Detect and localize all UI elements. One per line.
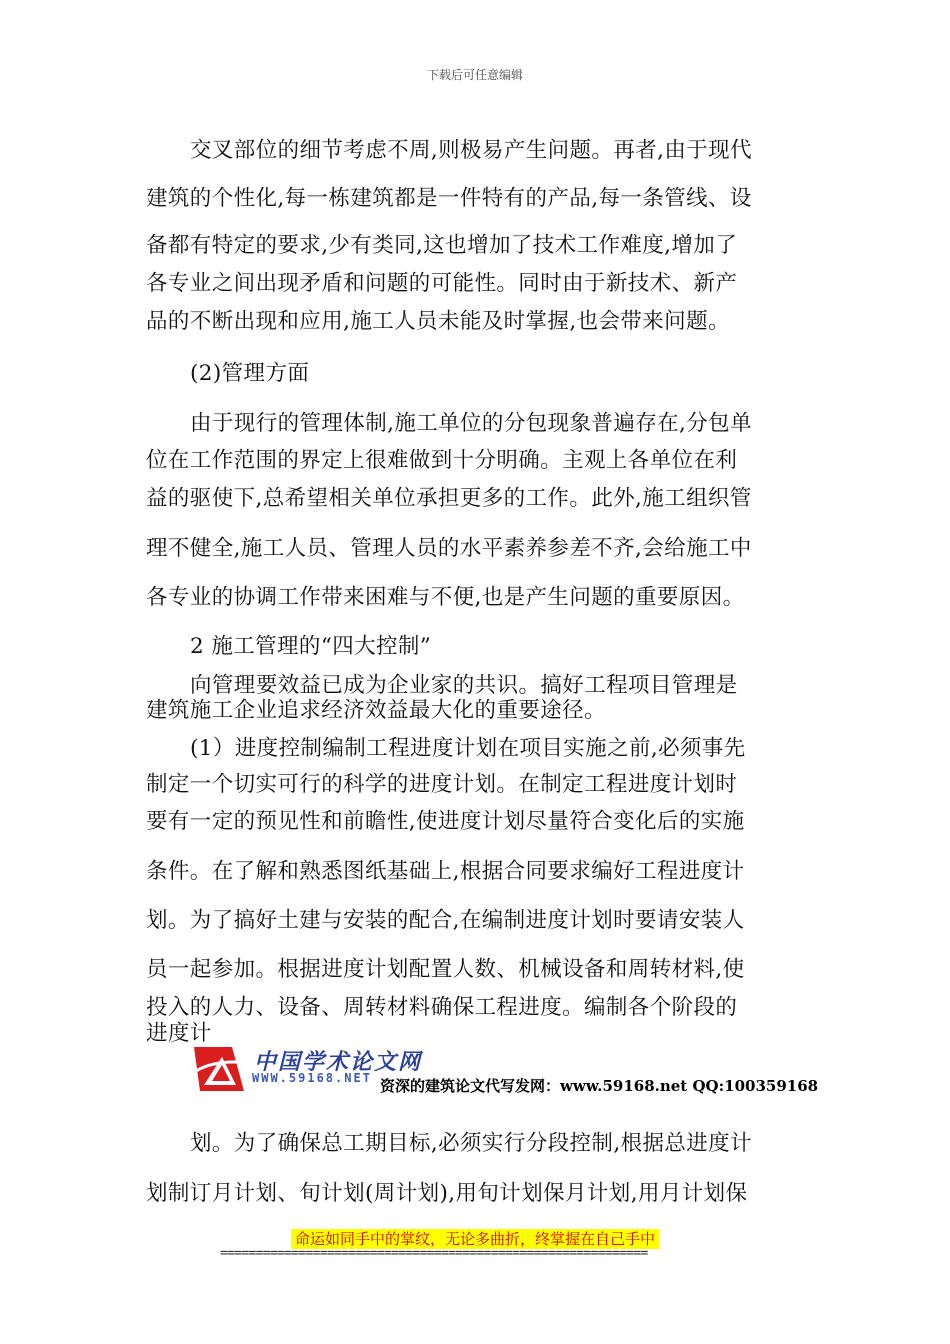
banner-text: 资深的建筑论文代写发网：www.59168.net QQ:100359168 bbox=[380, 1077, 819, 1095]
text-line: 交叉部位的细节考虑不周,则极易产生问题。再者,由于现代 bbox=[190, 138, 752, 163]
section-heading: 2 施工管理的“四大控制” bbox=[190, 634, 432, 659]
text-line: 由于现行的管理体制,施工单位的分包现象普遍存在,分包单 bbox=[190, 411, 752, 436]
text-line: (1）进度控制编制工程进度计划在项目实施之前,必须事先 bbox=[190, 736, 746, 761]
text-line: 制定一个切实可行的科学的进度计划。在制定工程进度计划时 bbox=[146, 772, 738, 797]
banner-logo-url: WWW.59168.NET bbox=[252, 1071, 372, 1085]
footer-rule: ============================================================ bbox=[220, 1246, 648, 1261]
text-line: 要有一定的预见性和前瞻性,使进度计划尽量符合变化后的实施 bbox=[146, 809, 745, 834]
footer-motto-text: 命运如同手中的掌纹，无论多曲折，终掌握在自己手中 bbox=[291, 1229, 659, 1249]
text-line: 备都有特定的要求,少有类同,这也增加了技术工作难度,增加了 bbox=[146, 233, 738, 258]
advertisement-banner[interactable] bbox=[192, 1041, 819, 1097]
text-line: 员一起参加。根据进度计划配置人数、机械设备和周转材料,使 bbox=[146, 957, 745, 982]
text-line: 益的驱使下,总希望相关单位承担更多的工作。此外,施工组织管 bbox=[146, 486, 752, 511]
text-line: 划。为了确保总工期目标,必须实行分段控制,根据总进度计 bbox=[190, 1131, 752, 1156]
text-line: 各专业之间出现矛盾和问题的可能性。同时由于新技术、新产 bbox=[146, 271, 738, 296]
text-line: 投入的人力、设备、周转材料确保工程进度。编制各个阶段的 bbox=[146, 995, 738, 1020]
text-line: 位在工作范围的界定上很难做到十分明确。主观上各单位在利 bbox=[146, 448, 738, 473]
text-line: 划制订月计划、旬计划(周计划),用旬计划保月计划,用月计划保 bbox=[146, 1181, 748, 1206]
text-line: 划。为了搞好土建与安装的配合,在编制进度计划时要请安装人 bbox=[146, 908, 745, 933]
text-line: 向管理要效益已成为企业家的共识。搞好工程项目管理是 bbox=[190, 673, 738, 698]
text-line: 各专业的协调工作带来困难与不便,也是产生问题的重要原因。 bbox=[146, 585, 745, 610]
text-line: 建筑的个性化,每一栋建筑都是一件特有的产品,每一条管线、设 bbox=[146, 186, 752, 211]
page-header: 下载后可任意编辑 bbox=[426, 68, 523, 82]
text-line: 条件。在了解和熟悉图纸基础上,根据合同要求编好工程进度计 bbox=[146, 859, 745, 884]
text-line: 进度计 bbox=[146, 1021, 212, 1046]
logo-icon bbox=[192, 1041, 252, 1097]
banner-logo-text: 中国学术论文网 bbox=[254, 1049, 423, 1075]
section-heading: (2)管理方面 bbox=[190, 361, 310, 386]
text-line: 品的不断出现和应用,施工人员未能及时掌握,也会带来问题。 bbox=[146, 309, 730, 334]
text-line: 建筑施工企业追求经济效益最大化的重要途径。 bbox=[146, 698, 606, 723]
text-line: 理不健全,施工人员、管理人员的水平素养参差不齐,会给施工中 bbox=[146, 536, 752, 561]
